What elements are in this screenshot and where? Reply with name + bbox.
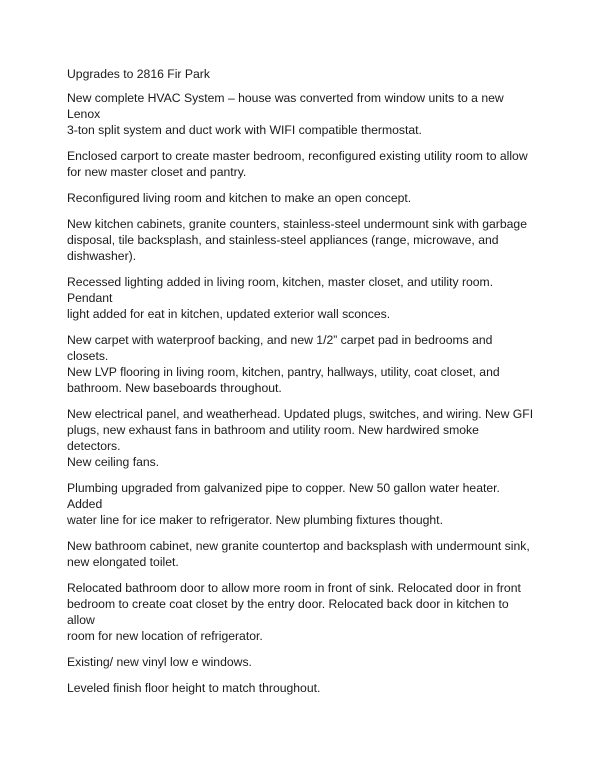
paragraph-floor-height: Leveled finish floor height to match throughout.: [67, 681, 321, 695]
document-title: Upgrades to 2816 Fir Park: [67, 67, 210, 81]
paragraph-electrical: New electrical panel, and weatherhead. Updated plugs, switches, and wiring. New GFI plugs, new exhaust fans in bathroom and utility room. New hardwired smoke detectors. New ceiling fans.: [67, 407, 534, 469]
paragraph-hvac: New complete HVAC System – house was converted from window units to a new Lenox 3-ton split system and duct work with WIFI compatible thermostat.: [67, 91, 504, 137]
paragraph-doors: Relocated bathroom door to allow more room in front of sink. Relocated door in front bedroom to create coat closet by the entry door. Relocated back door in kitchen to allow room for new location of refrigerator.: [67, 581, 521, 643]
paragraph-flooring: New carpet with waterproof backing, and new 1/2” carpet pad in bedrooms and closets. New LVP flooring in living room, kitchen, pantry, hallways, utility, coat closet, and bathroom. New baseboards throughout.: [67, 333, 500, 395]
paragraph-plumbing: Plumbing upgraded from galvanized pipe to copper. New 50 gallon water heater. Added water line for ice maker to refrigerator. New plumbing fixtures thought.: [67, 481, 500, 527]
paragraph-open-concept: Reconfigured living room and kitchen to make an open concept.: [67, 191, 412, 205]
paragraph-lighting: Recessed lighting added in living room, kitchen, master closet, and utility room. Pendant light added for eat in kitchen, updated exterior wall sconces.: [67, 275, 494, 321]
paragraph-carport: Enclosed carport to create master bedroom, reconfigured existing utility room to allow for new master closet and pantry.: [67, 149, 528, 179]
paragraph-windows: Existing/ new vinyl low e windows.: [67, 655, 252, 669]
paragraph-bathroom: New bathroom cabinet, new granite countertop and backsplash with undermount sink, new elongated toilet.: [67, 539, 530, 569]
paragraph-kitchen: New kitchen cabinets, granite counters, stainless-steel undermount sink with garbage disposal, tile backsplash, and stainless-steel appliances (range, microwave, and dishwasher).: [67, 217, 527, 263]
